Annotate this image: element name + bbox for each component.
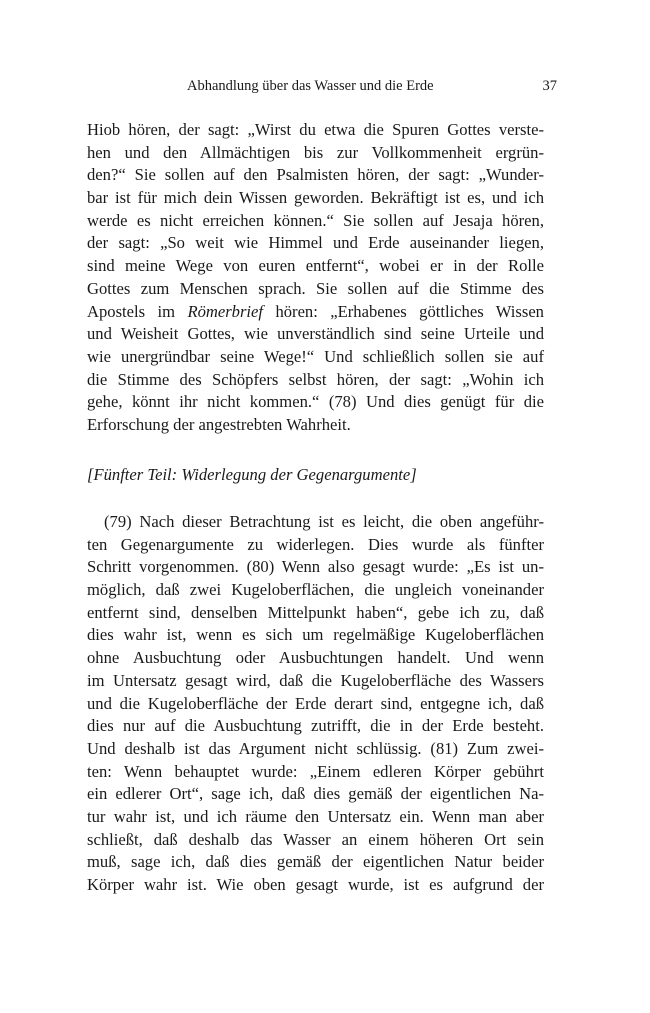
text-line: ten Gegenargumente zu widerlegen. Dies wurde als fünfter xyxy=(87,534,544,554)
text-line: Körper wahr ist. Wie oben gesagt wurde, ist es aufgrund der xyxy=(87,875,544,894)
text-line: Erforschung der angestrebten Wahrheit. xyxy=(87,414,351,434)
text-line: den?“ Sie sollen auf den Psalmisten hören, der sagt: „Wunder- xyxy=(87,165,544,185)
text-segment: hören: „Erhabenes göttliches Wissen xyxy=(263,301,544,321)
book-title-romerbrief: Römerbrief xyxy=(187,301,264,321)
text-line: gehe, könnt ihr nicht kommen.“ (78) Und dies genügt für die xyxy=(87,392,544,412)
text-line: Hiob hören, der sagt: „Wirst du etwa die Spuren Gottes verste- xyxy=(87,120,544,139)
text-line: entfernt sind, denselben Mittelpunkt haben“, gebe ich zu, daß xyxy=(87,602,544,622)
text-line: werde es nicht erreichen können.“ Sie sollen auf Jesaja hören, xyxy=(87,210,544,230)
text-line: dies nur auf die Ausbuchtung zutrifft, die in der Erde besteht. xyxy=(87,716,544,736)
text-line: im Untersatz gesagt wird, daß die Kugeloberfläche des Wassers xyxy=(87,670,544,690)
text-line: muß, sage ich, daß dies gemäß der eigentlichen Natur beider xyxy=(87,852,544,872)
text-line: Und deshalb ist das Argument nicht schlüssig. (81) Zum zwei- xyxy=(87,738,544,758)
text-line: wie unergründbar seine Wege!“ Und schließlich sollen sie auf xyxy=(87,346,544,366)
text-line: die Stimme des Schöpfers selbst hören, der sagt: „Wohin ich xyxy=(87,369,544,389)
running-head xyxy=(87,78,557,100)
text-line: möglich, daß zwei Kugeloberflächen, die ungleich voneinander xyxy=(87,580,544,600)
text-line-with-title xyxy=(87,301,544,324)
text-line: ein edlerer Ort“, sage ich, daß dies gemäß der eigentlichen Na- xyxy=(87,784,544,804)
text-line: sind meine Wege von euren entfernt“, wobei er in der Rolle xyxy=(87,256,544,276)
text-line: schließt, daß deshalb das Wasser an einem höheren Ort sein xyxy=(87,829,544,849)
text-line: Schritt vorgenommen. (80) Wenn also gesagt wurde: „Es ist un- xyxy=(87,557,544,577)
paragraph-refutation xyxy=(87,511,544,897)
text-line: und die Kugeloberfläche der Erde derart sind, entgegne ich, daß xyxy=(87,693,544,713)
text-line: und Weisheit Gottes, wie unverständlich sind seine Urteile und xyxy=(87,324,544,344)
section-heading: [Fünfter Teil: Widerlegung der Gegenargumente] xyxy=(87,465,417,484)
text-line: ohne Ausbuchtung oder Ausbuchtungen handelt. Und wenn xyxy=(87,648,544,668)
page-number: 37 xyxy=(542,78,557,94)
text-line: ten: Wenn behauptet wurde: „Einem edleren Körper gebührt xyxy=(87,761,544,781)
text-line: Gottes zum Menschen sprach. Sie sollen auf die Stimme des xyxy=(87,278,544,298)
text-line: bar ist für mich dein Wissen geworden. Bekräftigt ist es, und ich xyxy=(87,188,544,208)
text-line: dies wahr ist, wenn es sich um regelmäßige Kugeloberflächen xyxy=(87,625,544,645)
text-line: (79) Nach dieser Betrachtung ist es leicht, die oben angeführ- xyxy=(104,512,544,531)
text-line: tur wahr ist, und ich räume den Untersatz ein. Wenn man aber xyxy=(87,806,544,826)
running-title: Abhandlung über das Wasser und die Erde xyxy=(187,78,434,94)
paragraph-continuation xyxy=(87,119,544,437)
text-line: hen und den Allmächtigen bis zur Vollkommenheit ergrün- xyxy=(87,142,544,162)
text-segment: Apostels im xyxy=(87,301,188,321)
text-line: der sagt: „So weit wie Himmel und Erde auseinander liegen, xyxy=(87,233,544,253)
